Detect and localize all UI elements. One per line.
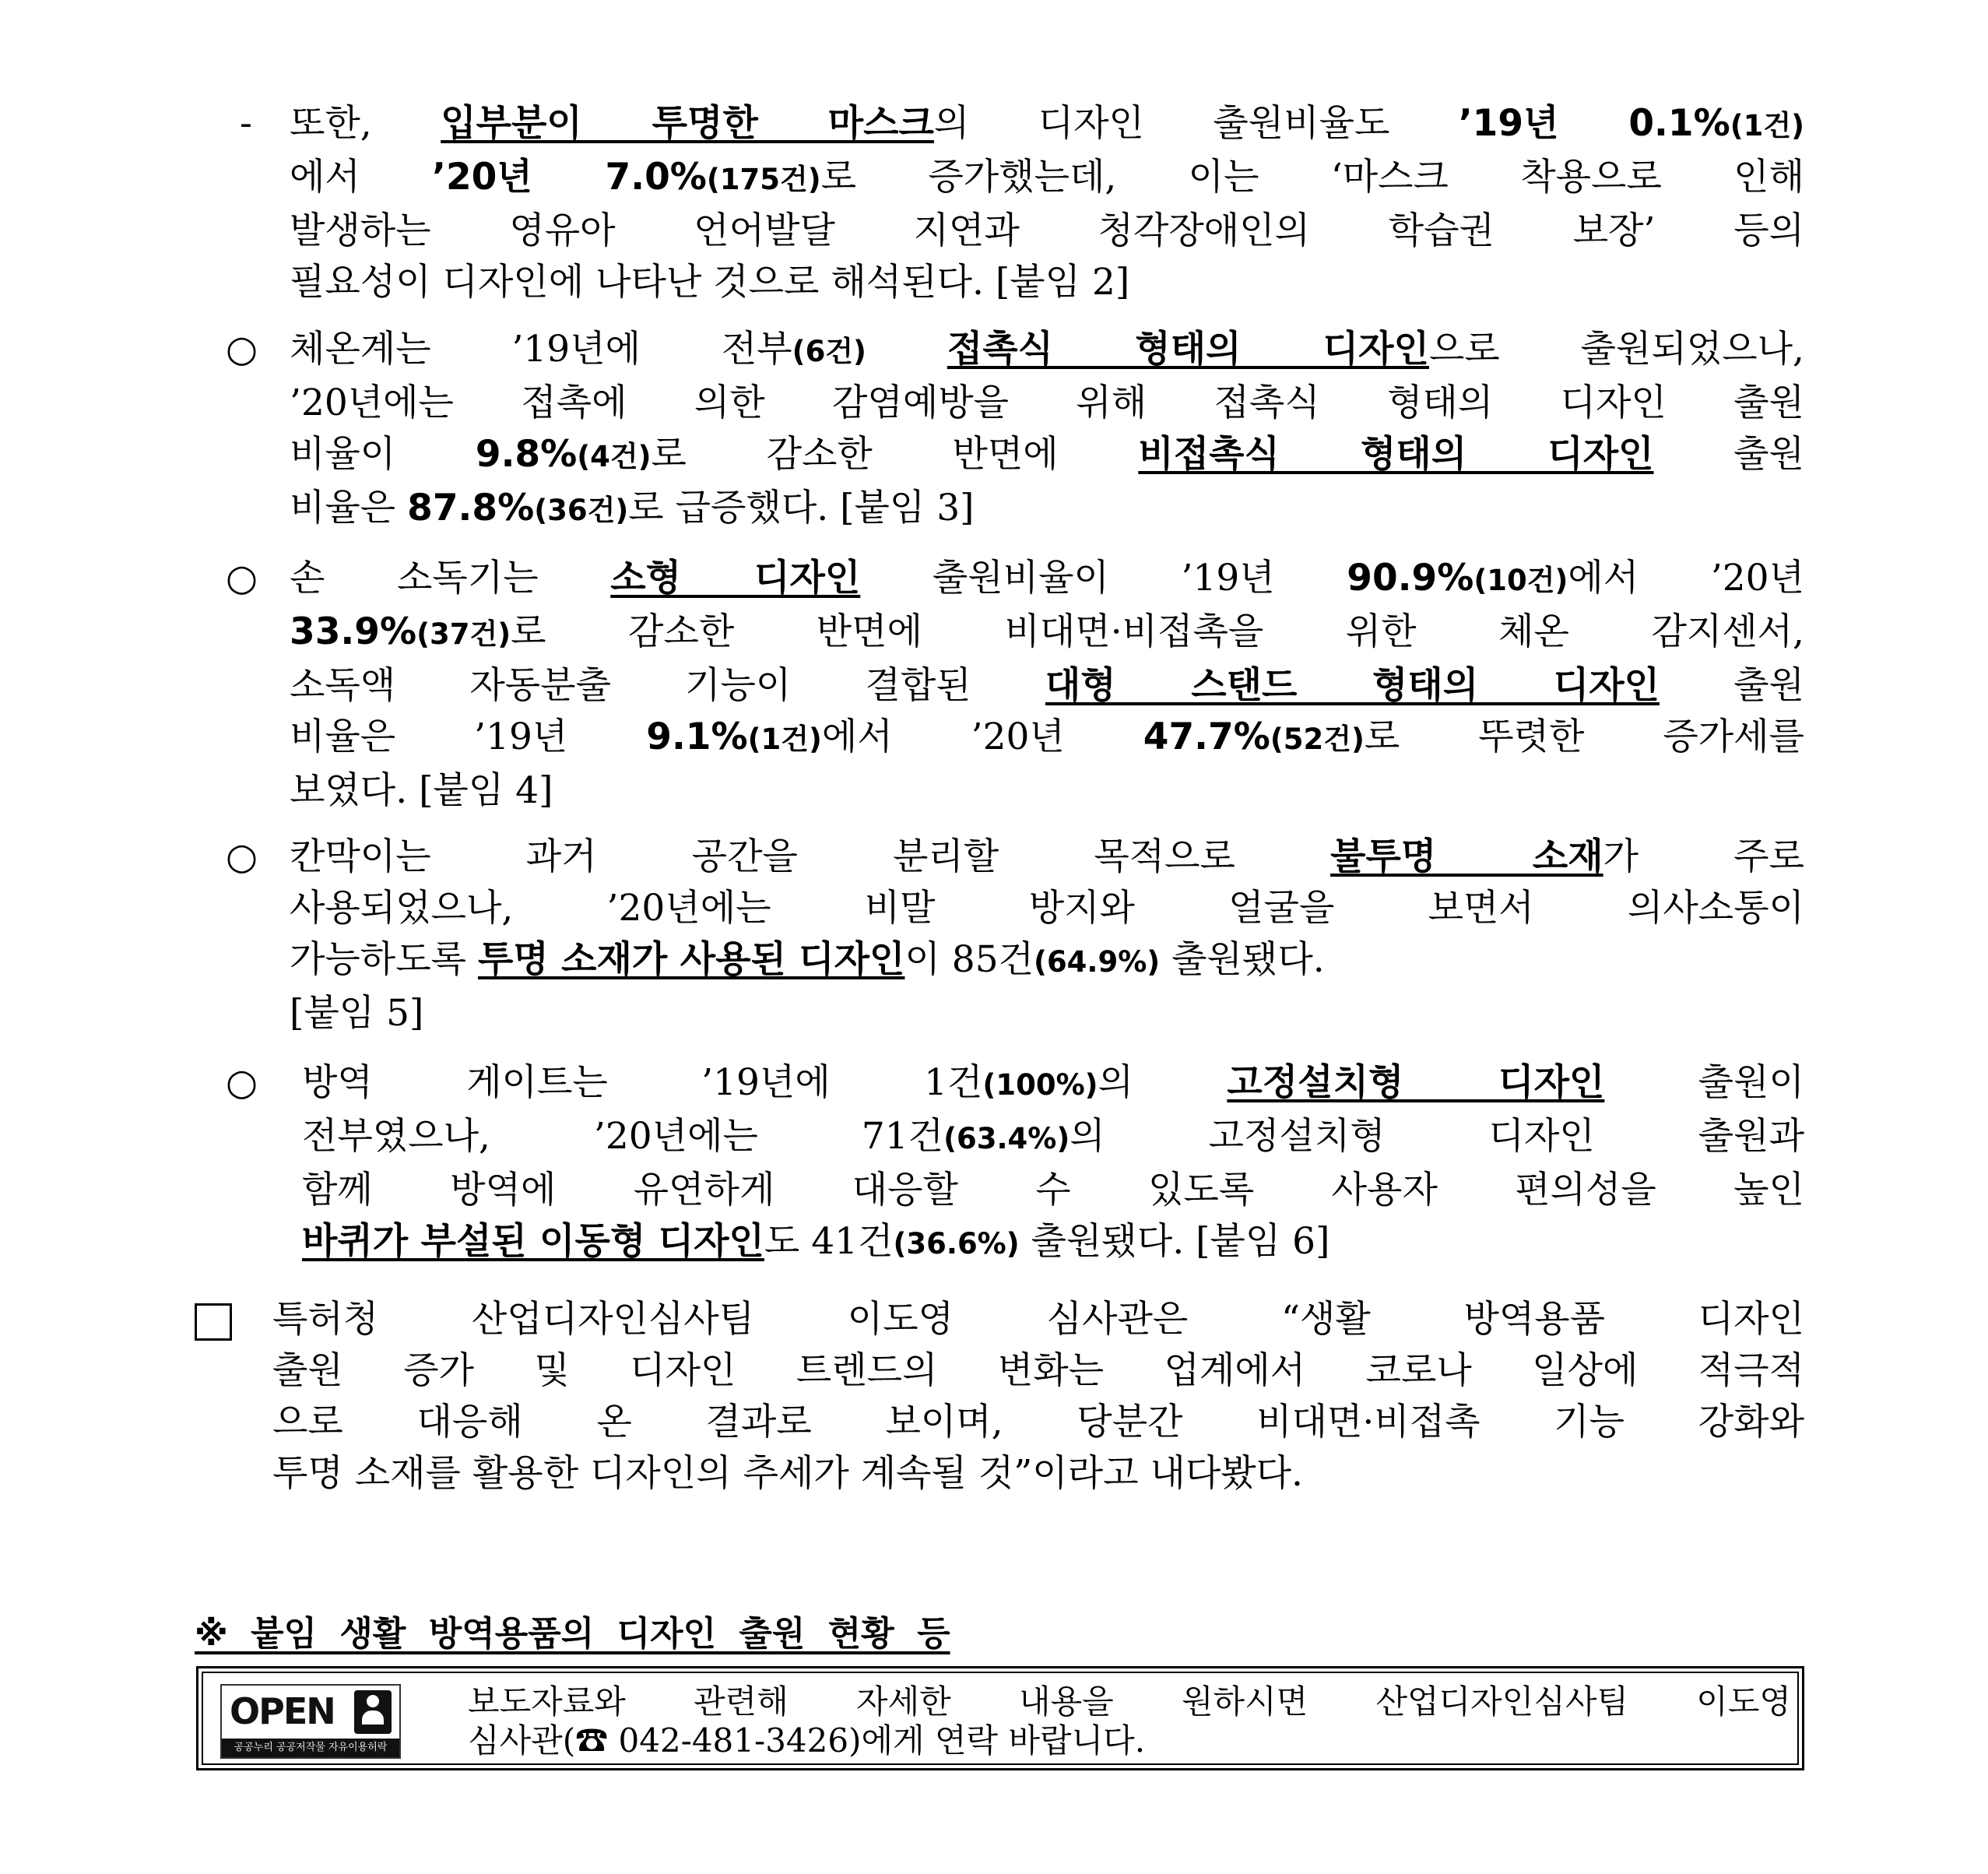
count: (4건)	[577, 440, 652, 473]
text: 심사관(	[468, 1721, 576, 1760]
attribution-icon	[354, 1690, 392, 1734]
text: 에서 ’20년	[1568, 557, 1804, 599]
text: 출원됐다. [붙임 6]	[1019, 1220, 1330, 1263]
text: 또한,	[290, 102, 441, 145]
count: (175건)	[706, 163, 821, 196]
text: 의 고정설치형 디자인 출원과	[1070, 1115, 1804, 1158]
line: 투명 소재를 활용한 디자인의 추세가 계속될 것”이라고 내다봤다.	[272, 1452, 1303, 1495]
text: 칸막이는 과거 공간을 분리할 목적으로	[290, 835, 1331, 878]
line	[290, 832, 1804, 883]
text: 로 감소한 반면에	[651, 433, 1139, 476]
circle-bullet: ○	[226, 1061, 258, 1104]
text: 비율은	[290, 487, 408, 529]
line	[468, 1721, 1791, 1760]
line: 으로 대응해 온 결과로 보이며, 당분간 비대면·비접촉 기능 강화와	[272, 1401, 1804, 1443]
text: 소독액 자동분출 기능이 결합된	[290, 664, 1045, 707]
line	[290, 934, 1804, 988]
figure: 47.7%	[1143, 715, 1270, 758]
line	[290, 483, 1804, 536]
text: 출원됐다.	[1160, 938, 1325, 981]
text: 비율이	[290, 433, 476, 476]
text: 출원이	[1604, 1061, 1804, 1104]
paragraph-partition	[290, 832, 1804, 1039]
emphasis-text: 대형 스탠드 형태의 디자인	[1045, 664, 1660, 707]
count: (6건)	[792, 335, 866, 368]
count: (36건)	[534, 494, 629, 527]
text: 체온계는 ’19년에 전부	[290, 328, 792, 371]
line	[302, 1216, 1804, 1270]
kogl-open-logo	[220, 1684, 401, 1759]
figure: ’20년 7.0%	[432, 156, 707, 199]
count: (1건)	[1730, 109, 1805, 142]
paragraph-thermometer	[290, 324, 1804, 536]
line: 함께 방역에 유연하게 대응할 수 있도록 사용자 편의성을 높인	[302, 1169, 1804, 1211]
dash-marker: -	[240, 102, 252, 145]
count: (37건)	[416, 617, 511, 651]
line	[290, 98, 1804, 152]
emphasis-text: 바퀴가 부설된 이동형 디자인	[302, 1220, 764, 1263]
line: [붙임 5]	[290, 992, 424, 1035]
count: (63.4%)	[943, 1122, 1070, 1155]
text: 출원비율이 ’19년	[860, 557, 1347, 599]
text: 에서	[290, 156, 433, 199]
figure: 33.9%	[290, 610, 417, 653]
emphasis-text: 접촉식 형태의 디자인	[947, 328, 1429, 371]
line	[290, 324, 1804, 378]
circle-bullet: ○	[226, 557, 258, 599]
count: (64.9%)	[1034, 945, 1161, 979]
paragraph-gate	[302, 1057, 1804, 1270]
text: 방역 게이트는 ’19년에 1건	[302, 1061, 983, 1104]
annex-title: ※ 붙임 생활 방역용품의 디자인 출원 현황 등	[195, 1614, 950, 1654]
line	[302, 1111, 1804, 1165]
circle-bullet: ○	[226, 328, 258, 371]
emphasis-text: 비접촉식 형태의 디자인	[1138, 433, 1654, 476]
text: 에서 ’20년	[821, 715, 1143, 758]
line: 보였다. [붙임 4]	[290, 769, 553, 812]
text: 의	[1098, 1061, 1228, 1104]
figure: 9.8%	[475, 433, 578, 476]
logo-top	[222, 1686, 399, 1739]
count: (36.6%)	[893, 1227, 1020, 1260]
text: 이 85건	[904, 938, 1034, 981]
count: (100%)	[982, 1068, 1098, 1102]
line	[290, 553, 1804, 607]
figure: 9.1%	[646, 715, 748, 758]
text: 출원	[1660, 664, 1804, 707]
line	[290, 607, 1804, 660]
paragraph-official-quote	[272, 1294, 1804, 1500]
figure: 87.8%	[407, 487, 535, 529]
figure: ’19년 0.1%	[1458, 102, 1730, 145]
line	[290, 712, 1804, 765]
phone-number: 042-481-3426)에게 연락 바랍니다.	[608, 1721, 1146, 1760]
line: 보도자료와 관련해 자세한 내용을 원하시면 산업디자인심사팀 이도영	[468, 1682, 1791, 1721]
line: 특허청 산업디자인심사팀 이도영 심사관은 “생활 방역용품 디자인	[272, 1298, 1804, 1341]
open-text: OPEN	[230, 1690, 335, 1732]
count: (1건)	[747, 723, 822, 756]
text: 의 디자인 출원비율도	[933, 102, 1459, 145]
text: 비율은 ’19년	[290, 715, 647, 758]
line: 출원 증가 및 디자인 트렌드의 변화는 업계에서 코로나 일상에 적극적	[272, 1349, 1804, 1392]
line	[302, 1057, 1804, 1111]
text: 손 소독기는	[290, 557, 611, 599]
text: 로 뚜렷한 증가세를	[1364, 715, 1804, 758]
text: 가능하도록	[290, 938, 478, 981]
square-bullet	[195, 1303, 232, 1341]
line	[290, 429, 1804, 483]
figure: 90.9%	[1347, 557, 1474, 599]
text: 전부였으나, ’20년에는 71건	[302, 1115, 944, 1158]
contact-box	[196, 1666, 1804, 1770]
count: (52건)	[1270, 723, 1365, 756]
line: ’20년에는 접촉에 의한 감염예방을 위해 접촉식 형태의 디자인 출원	[290, 381, 1804, 424]
text: 가 주로	[1603, 835, 1804, 878]
text: 으로 출원되었으나,	[1428, 328, 1804, 371]
paragraph-sanitizer	[290, 553, 1804, 817]
circle-bullet: ○	[226, 835, 258, 878]
contact-box-inner	[202, 1672, 1799, 1765]
emphasis-text: 고정설치형 디자인	[1227, 1061, 1605, 1104]
emphasis-text: 투명 소재가 사용된 디자인	[477, 938, 905, 981]
emphasis-text: 소형 디자인	[610, 557, 861, 599]
text: 출원	[1653, 433, 1804, 476]
phone-icon: ☎	[575, 1721, 609, 1760]
count: (10건)	[1473, 564, 1568, 597]
emphasis-text: 불투명 소재	[1330, 835, 1603, 878]
contact-text	[468, 1682, 1791, 1760]
line: 필요성이 디자인에 나타난 것으로 해석된다. [붙임 2]	[290, 261, 1130, 304]
text: 로 급증했다. [붙임 3]	[628, 487, 975, 529]
line	[290, 660, 1804, 712]
line: 사용되었으나, ’20년에는 비말 방지와 얼굴을 보면서 의사소통이	[290, 887, 1804, 930]
text: 도 41건	[764, 1220, 894, 1263]
text: 로 감소한 반면에 비대면·비접촉을 위한 체온 감지센서,	[511, 610, 1804, 653]
text: 로 증가했는데, 이는 ‘마스크 착용으로 인해	[820, 156, 1804, 199]
line	[290, 152, 1804, 206]
emphasis-text: 입부분이 투명한 마스크	[441, 102, 934, 145]
logo-caption: 공공누리 공공저작물 자유이용허락	[222, 1739, 399, 1757]
paragraph-mask	[290, 98, 1804, 308]
line: 발생하는 영유아 언어발달 지연과 청각장애인의 학습권 보장’ 등의	[290, 209, 1804, 252]
